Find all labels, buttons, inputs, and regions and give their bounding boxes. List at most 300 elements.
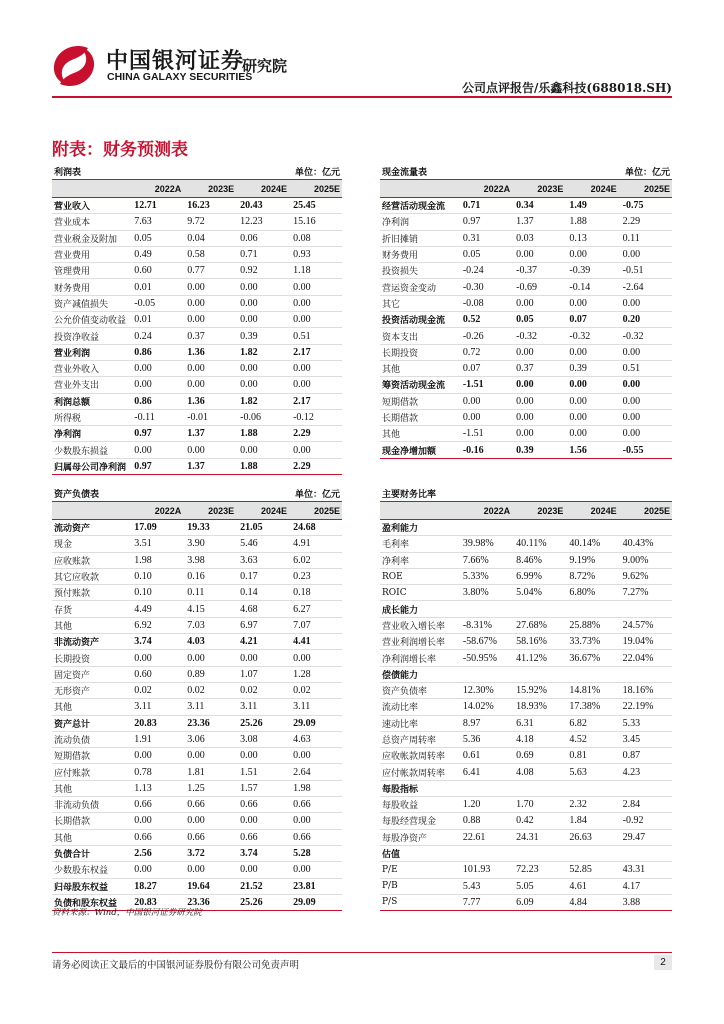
row-value: 29.09 [289, 894, 342, 910]
row-value [512, 601, 565, 617]
row-label: 其它 [380, 295, 459, 311]
row-value: 0.66 [236, 797, 289, 813]
row-value: 4.41 [289, 634, 342, 650]
row-value: 21.52 [236, 878, 289, 894]
row-value: 4.68 [236, 601, 289, 617]
row-value: 0.00 [619, 393, 672, 409]
table-row [380, 442, 672, 458]
row-value: 0.00 [236, 813, 289, 829]
table-row [52, 666, 342, 682]
row-value: 3.88 [619, 894, 672, 910]
row-value [512, 780, 565, 796]
table-row [52, 198, 342, 214]
row-value: 18.16% [619, 682, 672, 698]
row-value: 0.66 [130, 829, 183, 845]
row-value: -1.51 [459, 377, 512, 393]
row-value: 0.00 [512, 393, 565, 409]
year-header: 2023E [512, 180, 565, 198]
table-title: 现金流量表 [380, 163, 565, 180]
row-value: 0.07 [459, 360, 512, 376]
row-label: 营业成本 [52, 214, 130, 230]
row-value: 3.74 [236, 845, 289, 861]
row-value: 0.00 [183, 295, 236, 311]
table-unit: 单位：亿元 [236, 163, 342, 180]
row-label: 应收账款 [52, 552, 130, 568]
row-value: 25.88% [565, 617, 618, 633]
row-value: -0.12 [289, 409, 342, 425]
row-value: 5.33% [459, 568, 512, 584]
row-value: 0.39 [565, 360, 618, 376]
row-value: 0.31 [459, 230, 512, 246]
row-value: 6.92 [130, 617, 183, 633]
table-row [380, 699, 672, 715]
row-value: 4.49 [130, 601, 183, 617]
year-header: 2022A [130, 180, 183, 198]
row-label: 每股收益 [380, 797, 459, 813]
row-value: 0.00 [289, 813, 342, 829]
year-header: 2024E [236, 502, 289, 520]
row-value: 16.23 [183, 198, 236, 214]
row-value: -0.37 [512, 263, 565, 279]
row-value: 0.77 [183, 263, 236, 279]
row-value [565, 520, 618, 536]
table-row [380, 666, 672, 682]
row-value: 0.34 [512, 198, 565, 214]
row-value: 1.91 [130, 731, 183, 747]
table-row [52, 409, 342, 425]
row-value: 36.67% [565, 650, 618, 666]
section-title: 附表：财务预测表 [52, 140, 188, 160]
row-value: 58.16% [512, 634, 565, 650]
year-header-row [380, 502, 672, 520]
table-title-row [380, 485, 672, 502]
row-value: 0.39 [512, 442, 565, 458]
row-value: 0.86 [130, 344, 183, 360]
row-value: 0.00 [130, 377, 183, 393]
row-label: 其他 [52, 829, 130, 845]
row-value: 22.04% [619, 650, 672, 666]
table-row [52, 731, 342, 747]
row-label: 折旧摊销 [380, 230, 459, 246]
row-value: 7.03 [183, 617, 236, 633]
row-value: 9.00% [619, 552, 672, 568]
table-row [52, 764, 342, 780]
row-value [619, 601, 672, 617]
year-header: 2024E [565, 502, 618, 520]
row-value: 0.01 [130, 312, 183, 328]
row-label: 固定资产 [52, 666, 130, 682]
row-value: 7.27% [619, 585, 672, 601]
row-value [459, 845, 512, 861]
row-value: 1.56 [565, 442, 618, 458]
row-value: 18.27 [130, 878, 183, 894]
row-value: 6.41 [459, 764, 512, 780]
row-value: 0.37 [183, 328, 236, 344]
table-row [52, 682, 342, 698]
row-label: 应付账款 [52, 764, 130, 780]
row-value: 21.05 [236, 520, 289, 536]
header-blank-cell [380, 502, 459, 520]
row-value: 0.00 [183, 862, 236, 878]
row-value: 0.00 [183, 279, 236, 295]
table-row [52, 813, 342, 829]
table-row [52, 862, 342, 878]
year-header: 2022A [459, 502, 512, 520]
row-value: 0.10 [130, 568, 183, 584]
row-value: 4.61 [565, 878, 618, 894]
row-value: 4.63 [289, 731, 342, 747]
row-value: 0.00 [619, 426, 672, 442]
table-row [380, 520, 672, 536]
row-label: 归母股东权益 [52, 878, 130, 894]
row-value: 22.19% [619, 699, 672, 715]
row-value: 72.23 [512, 862, 565, 878]
table-row [52, 312, 342, 328]
row-value: 24.68 [289, 520, 342, 536]
table-row [380, 764, 672, 780]
row-value: 0.00 [130, 650, 183, 666]
row-value: 9.62% [619, 568, 672, 584]
table-row [52, 377, 342, 393]
financial-ratios-table [380, 485, 672, 911]
income-statement-table [52, 163, 342, 475]
row-value: 4.17 [619, 878, 672, 894]
table-row [380, 813, 672, 829]
row-label: 毛利率 [380, 536, 459, 552]
table-row [52, 715, 342, 731]
table-row [380, 230, 672, 246]
row-value: 0.00 [289, 295, 342, 311]
row-label: 现金 [52, 536, 130, 552]
row-value [619, 845, 672, 861]
row-value: 0.00 [512, 344, 565, 360]
row-value: 3.45 [619, 731, 672, 747]
row-value: 40.11% [512, 536, 565, 552]
row-label: 财务费用 [380, 246, 459, 262]
table-row [380, 878, 672, 894]
row-value: 0.00 [619, 377, 672, 393]
row-value: 1.82 [236, 393, 289, 409]
row-value: 0.00 [183, 813, 236, 829]
row-value [619, 520, 672, 536]
row-value: -0.16 [459, 442, 512, 458]
row-value: 0.88 [459, 813, 512, 829]
row-value: 0.00 [289, 377, 342, 393]
row-value: 25.45 [289, 198, 342, 214]
row-label: 净利率 [380, 552, 459, 568]
row-value: 0.00 [459, 409, 512, 425]
row-value: 12.23 [236, 214, 289, 230]
row-value: 0.00 [236, 279, 289, 295]
row-value: 0.11 [183, 585, 236, 601]
table-row [52, 536, 342, 552]
table-row [52, 878, 342, 894]
table-row [380, 829, 672, 845]
row-value: -8.31% [459, 617, 512, 633]
row-value: 12.30% [459, 682, 512, 698]
row-label: 现金净增加额 [380, 442, 459, 458]
row-value: 17.38% [565, 699, 618, 715]
table-row [380, 246, 672, 262]
row-value [512, 845, 565, 861]
row-value: 3.11 [183, 699, 236, 715]
row-value: 0.00 [289, 748, 342, 764]
row-value: 1.81 [183, 764, 236, 780]
row-value: 4.23 [619, 764, 672, 780]
row-label: 公允价值变动收益 [52, 312, 130, 328]
year-header-row [52, 180, 342, 198]
row-value: -0.32 [565, 328, 618, 344]
year-header: 2025E [289, 502, 342, 520]
row-value: 3.74 [130, 634, 183, 650]
row-value: -0.32 [512, 328, 565, 344]
row-value: 0.14 [236, 585, 289, 601]
row-label: 负债合计 [52, 845, 130, 861]
row-value: -0.06 [236, 409, 289, 425]
row-label: 营业外收入 [52, 360, 130, 376]
row-value: 7.66% [459, 552, 512, 568]
brand-name-en: CHINA GALAXY SECURITIES [107, 71, 253, 83]
row-value: 0.81 [565, 748, 618, 764]
row-label: 其他 [52, 699, 130, 715]
row-value: 4.15 [183, 601, 236, 617]
row-value: 1.37 [512, 214, 565, 230]
table-row [52, 601, 342, 617]
row-label: 非流动负债 [52, 797, 130, 813]
row-value: 1.82 [236, 344, 289, 360]
table-row [380, 377, 672, 393]
row-value: 5.05 [512, 878, 565, 894]
row-label: 成长能力 [380, 601, 459, 617]
row-value: 33.73% [565, 634, 618, 650]
table-row [52, 328, 342, 344]
row-value: 0.23 [289, 568, 342, 584]
table-row [52, 344, 342, 360]
row-value: 19.64 [183, 878, 236, 894]
cashflow-statement-table [380, 163, 672, 459]
row-value: 0.51 [619, 360, 672, 376]
row-label: 营业收入 [52, 198, 130, 214]
row-value: 0.60 [130, 263, 183, 279]
row-value: -0.11 [130, 409, 183, 425]
row-value: 0.06 [236, 230, 289, 246]
row-label: 管理费用 [52, 263, 130, 279]
row-label: 资本支出 [380, 328, 459, 344]
row-value: 0.00 [130, 813, 183, 829]
row-value: 0.18 [289, 585, 342, 601]
table-unit: 单位：亿元 [565, 163, 672, 180]
row-label: 营业利润增长率 [380, 634, 459, 650]
table-row [52, 699, 342, 715]
table-row [380, 748, 672, 764]
row-value: 7.77 [459, 894, 512, 910]
year-header: 2022A [459, 180, 512, 198]
row-label: 净利润 [380, 214, 459, 230]
row-value: 0.05 [130, 230, 183, 246]
row-value: 5.04% [512, 585, 565, 601]
row-value: -0.24 [459, 263, 512, 279]
row-value: 0.66 [289, 829, 342, 845]
row-value: 3.06 [183, 731, 236, 747]
row-value: 0.00 [130, 748, 183, 764]
footer-disclaimer: 请务必阅读正文最后的中国银河证券股份有限公司免责声明 [52, 960, 300, 971]
table-row [380, 650, 672, 666]
row-value: 0.04 [183, 230, 236, 246]
row-value: 1.37 [183, 426, 236, 442]
row-value: 0.89 [183, 666, 236, 682]
row-value: 0.00 [236, 442, 289, 458]
row-value: 0.10 [130, 585, 183, 601]
row-value: 6.97 [236, 617, 289, 633]
row-value: 0.05 [459, 246, 512, 262]
row-label: 营业收入增长率 [380, 617, 459, 633]
row-value: 24.57% [619, 617, 672, 633]
row-value: 0.00 [183, 442, 236, 458]
row-value [619, 666, 672, 682]
table-row [52, 230, 342, 246]
row-value: 3.72 [183, 845, 236, 861]
row-value: -0.14 [565, 279, 618, 295]
row-label: 总资产周转率 [380, 731, 459, 747]
table-row [380, 617, 672, 633]
table-row [380, 279, 672, 295]
table-row [380, 393, 672, 409]
document-title: 公司点评报告/乐鑫科技(688018.SH) [461, 81, 672, 95]
row-value: 0.00 [183, 360, 236, 376]
table-row [380, 682, 672, 698]
table-row [52, 797, 342, 813]
row-value: 2.17 [289, 344, 342, 360]
row-value [565, 845, 618, 861]
table-row [52, 568, 342, 584]
row-value: 24.31 [512, 829, 565, 845]
row-label: 资产负债率 [380, 682, 459, 698]
row-value: 12.71 [130, 198, 183, 214]
row-value: 6.02 [289, 552, 342, 568]
row-value: 2.29 [289, 426, 342, 442]
row-value: 0.24 [130, 328, 183, 344]
row-value: 0.61 [459, 748, 512, 764]
table-row [380, 198, 672, 214]
table-row [380, 536, 672, 552]
table-row [52, 829, 342, 845]
row-value: 0.00 [619, 344, 672, 360]
table-row [52, 458, 342, 474]
row-value: 1.84 [565, 813, 618, 829]
row-value: 0.66 [130, 797, 183, 813]
row-value: -2.64 [619, 279, 672, 295]
row-value: 0.00 [619, 295, 672, 311]
row-value: 2.84 [619, 797, 672, 813]
row-value: 5.63 [565, 764, 618, 780]
row-label: P/S [380, 894, 459, 910]
table-title: 利润表 [52, 163, 236, 180]
row-value: 0.00 [289, 650, 342, 666]
table-unit: 单位：亿元 [236, 485, 342, 502]
table-row [380, 263, 672, 279]
row-label: 预付账款 [52, 585, 130, 601]
row-value [619, 780, 672, 796]
row-label: 投资活动现金流 [380, 312, 459, 328]
row-value: 0.00 [236, 312, 289, 328]
row-label: 长期借款 [380, 409, 459, 425]
row-value: 0.00 [289, 862, 342, 878]
header-blank-cell [52, 502, 130, 520]
row-value: 1.37 [183, 458, 236, 474]
table-row [52, 393, 342, 409]
row-label: 其他 [380, 426, 459, 442]
row-label: 盈利能力 [380, 520, 459, 536]
row-value: 0.42 [512, 813, 565, 829]
row-value: 0.01 [130, 279, 183, 295]
row-value: 1.98 [130, 552, 183, 568]
year-header-row [380, 180, 672, 198]
row-value: 1.98 [289, 780, 342, 796]
row-value: 7.07 [289, 617, 342, 633]
row-value: 3.63 [236, 552, 289, 568]
row-value: 2.29 [619, 214, 672, 230]
row-value: -0.69 [512, 279, 565, 295]
row-label: 营业费用 [52, 246, 130, 262]
row-label: 流动比率 [380, 699, 459, 715]
row-value: 15.16 [289, 214, 342, 230]
row-value: 3.51 [130, 536, 183, 552]
row-label: 流动负债 [52, 731, 130, 747]
table-title-row [52, 163, 342, 180]
row-value: 52.85 [565, 862, 618, 878]
row-value: 1.20 [459, 797, 512, 813]
row-value: 18.93% [512, 699, 565, 715]
row-value: 0.02 [130, 682, 183, 698]
row-value: 0.02 [236, 682, 289, 698]
row-value: 17.09 [130, 520, 183, 536]
row-value: 0.00 [183, 312, 236, 328]
row-label: 偿债能力 [380, 666, 459, 682]
year-header: 2024E [565, 180, 618, 198]
row-value: 0.00 [512, 409, 565, 425]
brand-subtitle: 研究院 [242, 57, 288, 75]
row-value: 14.81% [565, 682, 618, 698]
row-value: 2.64 [289, 764, 342, 780]
row-value: 0.17 [236, 568, 289, 584]
table-row [52, 360, 342, 376]
row-value: 40.43% [619, 536, 672, 552]
row-value: 0.02 [289, 682, 342, 698]
year-header-row [52, 502, 342, 520]
row-label: 其他 [52, 780, 130, 796]
row-label: 短期借款 [52, 748, 130, 764]
row-value: 1.25 [183, 780, 236, 796]
row-value: 0.60 [130, 666, 183, 682]
row-value: -0.05 [130, 295, 183, 311]
row-value: 4.08 [512, 764, 565, 780]
row-value: 0.00 [236, 748, 289, 764]
table-row [380, 312, 672, 328]
row-value: 1.88 [236, 426, 289, 442]
row-value: 2.17 [289, 393, 342, 409]
table-row [52, 426, 342, 442]
row-value: 15.92% [512, 682, 565, 698]
row-value: 0.58 [183, 246, 236, 262]
row-value: 1.49 [565, 198, 618, 214]
row-value: 4.21 [236, 634, 289, 650]
row-value: 5.36 [459, 731, 512, 747]
row-value: 0.39 [236, 328, 289, 344]
row-value [459, 666, 512, 682]
table-row [52, 295, 342, 311]
row-label: 投资损失 [380, 263, 459, 279]
table-row [380, 780, 672, 796]
